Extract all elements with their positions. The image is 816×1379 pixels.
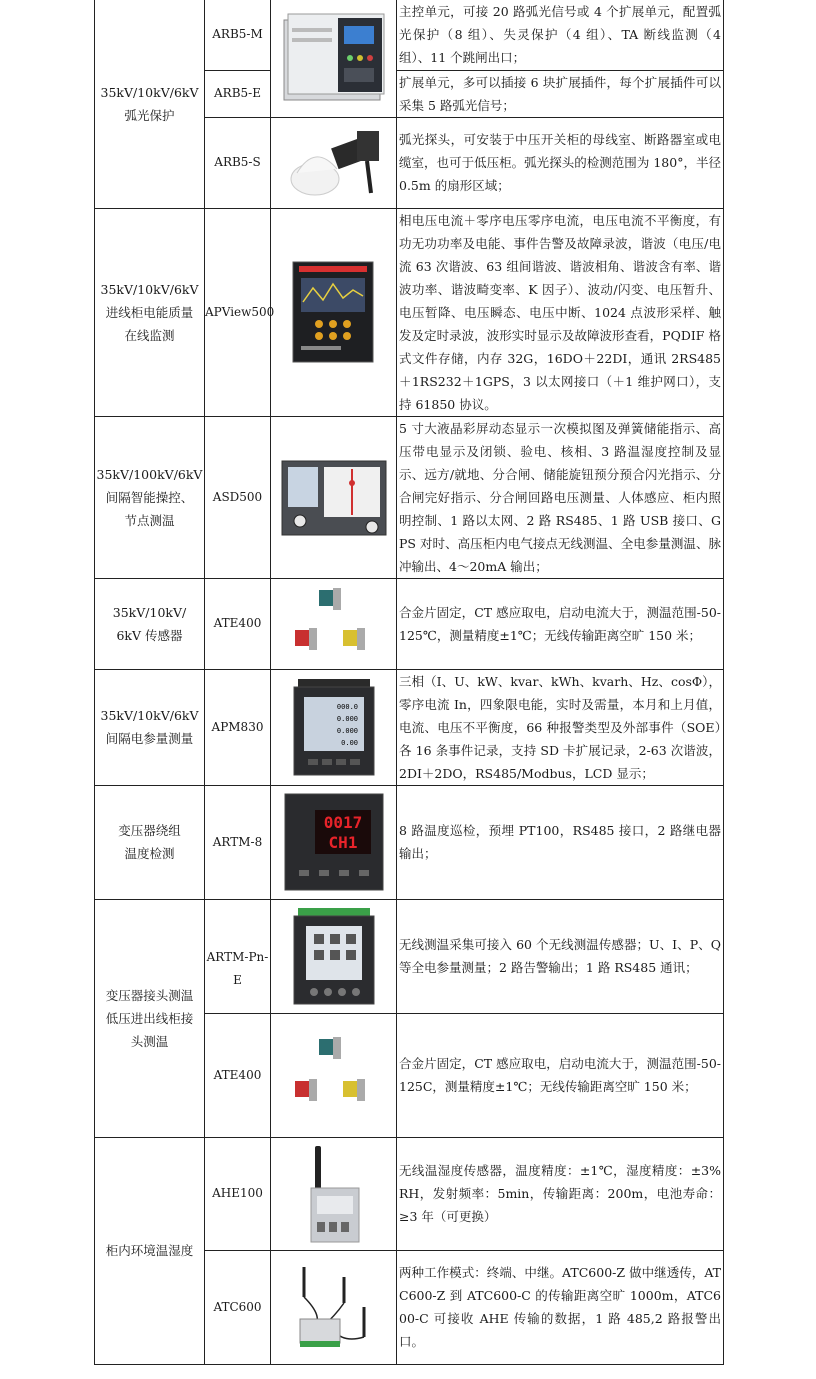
arc-probe-image	[279, 123, 389, 203]
description-cell: 无线测温采集可接入 60 个无线测温传感器；U、I、P、Q 等全电参量测量；2 路告警输出；1 路 RS485 通讯；	[397, 899, 724, 1013]
category-cell	[95, 208, 205, 416]
temp-humidity-sensor-image	[289, 1142, 379, 1246]
model-cell: ARTM-Pn-E	[205, 899, 271, 1013]
model-cell: AHE100	[205, 1137, 271, 1250]
power-meter-image	[284, 675, 384, 779]
table-row	[95, 1137, 724, 1250]
arc-main-unit-image	[278, 8, 390, 108]
model-cell: ATE400	[205, 1013, 271, 1137]
temp-inspector-image	[279, 790, 389, 894]
table-row	[95, 785, 724, 899]
table-row	[95, 416, 724, 578]
category-label: 变压器接头测温 低压进出线柜接 头测温	[105, 987, 194, 1049]
table-row	[95, 669, 724, 785]
category-label: 柜内环境温湿度	[105, 1243, 194, 1258]
description-cell: 8 路温度巡检，预埋 PT100，RS485 接口，2 路继电器输出；	[397, 785, 724, 899]
image-cell	[271, 899, 397, 1013]
model-cell: ARTM-8	[205, 785, 271, 899]
description-cell: 弧光探头，可安装于中压开关柜的母线室、断路器室或电缆室，也可于低压柜。弧光探头的检测范围为 180°，半径 0.5m 的扇形区域；	[397, 117, 724, 208]
description-cell: 合金片固定，CT 感应取电，启动电流大于，测温范围-50-125℃，测量精度±1℃；无线传输距离空旷 150 米；	[397, 578, 724, 669]
category-cell	[95, 416, 205, 578]
category-cell	[95, 669, 205, 785]
image-cell	[271, 785, 397, 899]
image-cell	[271, 669, 397, 785]
image-cell	[271, 117, 397, 208]
table-row	[95, 208, 724, 416]
led-top: 0017	[323, 813, 362, 832]
wireless-temp-sensors-image	[289, 584, 379, 664]
image-cell	[271, 208, 397, 416]
category-label: 35kV/10kV/6kV 进线柜电能质量 在线监测	[100, 281, 199, 343]
product-table	[94, 0, 724, 1365]
power-quality-monitor-image	[279, 252, 389, 372]
transceiver-image	[284, 1257, 384, 1357]
led-bottom: CH1	[328, 833, 357, 852]
image-cell	[271, 1137, 397, 1250]
category-label: 35kV/10kV/6kV 弧光保护	[100, 84, 199, 123]
switchgear-controller-image	[276, 447, 392, 547]
image-cell	[271, 1250, 397, 1364]
meter-value: 000.0	[336, 703, 358, 711]
meter-value: 0.000	[336, 727, 358, 735]
category-label: 35kV/100kV/6kV 间隔智能操控、 节点测温	[96, 466, 203, 528]
description-cell: 主控单元，可接 20 路弧光信号或 4 个扩展单元，配置弧光保护（8 组）、失灵保护（4 组）、TA 断线监测（4 组）、11 个跳闸出口；	[397, 0, 724, 70]
model-cell: ASD500	[205, 416, 271, 578]
category-label: 35kV/10kV/6kV 间隔电参量测量	[100, 708, 199, 746]
table-row	[95, 0, 724, 70]
description-cell: 无线温湿度传感器，温度精度：±1℃，湿度精度：±3%RH，发射频率：5min，传输距离：200m，电池寿命：≥3 年（可更换）	[397, 1137, 724, 1250]
meter-value: 0.000	[336, 715, 358, 723]
category-cell	[95, 785, 205, 899]
model-cell: ARB5-S	[205, 117, 271, 208]
description-cell: 5 寸大液晶彩屏动态显示一次模拟图及弹簧储能指示、高压带电显示及闭锁、验电、核相、3 路温湿度控制及显示、远方/就地、分合闸、储能旋钮预分预合闪光指示、分合闸完好指示、分合闸回路电压测量、人体感应、柜内照明控制、1 路以太网、2 路 RS485、1 路 USB 接口、GPS 对时、高压柜内电气接点无线测温、全电参量测温、脉冲输出、4～20mA 输出；	[397, 416, 724, 578]
image-cell	[271, 0, 397, 117]
category-cell	[95, 899, 205, 1137]
table-row	[95, 899, 724, 1013]
description-cell: 合金片固定，CT 感应取电，启动电流大于，测温范围-50-125C，测量精度±1℃；无线传输距离空旷 150 米；	[397, 1013, 724, 1137]
description-cell: 扩展单元，多可以插接 6 块扩展插件，每个扩展插件可以采集 5 路弧光信号；	[397, 70, 724, 117]
category-cell	[95, 0, 205, 208]
category-cell	[95, 1137, 205, 1364]
model-cell: ARB5-M	[205, 0, 271, 70]
model-cell: ARB5-E	[205, 70, 271, 117]
image-cell	[271, 578, 397, 669]
image-cell	[271, 416, 397, 578]
model-cell: APView500	[205, 208, 271, 416]
model-cell: APM830	[205, 669, 271, 785]
image-cell	[271, 1013, 397, 1137]
model-cell: ATE400	[205, 578, 271, 669]
description-cell: 三相（I、U、kW、kvar、kWh、kvarh、Hz、cosΦ），零序电流 In，四象限电能，实时及需量，本月和上月值，电流、电压不平衡度，66 种报警类型及外部事件（SOE）各 16 条事件记录，支持 SD 卡扩展记录，2-63 次谐波，2DI＋2DO，RS485/Modbus，LCD 显示；	[397, 669, 724, 785]
category-label: 变压器绕组 温度检测	[118, 823, 181, 861]
meter-value: 0.00	[340, 739, 358, 747]
description-cell: 两种工作模式：终端、中继。ATC600-Z 做中继透传，ATC600-Z 到 ATC600-C 的传输距离空旷 1000m，ATC600-C 可接收 AHE 传输的数据，1 路 485,2 路报警出口。	[397, 1250, 724, 1364]
category-label: 35kV/10kV/ 6kV 传感器	[112, 604, 187, 643]
wireless-temp-sensors-image	[289, 1033, 379, 1117]
category-cell	[95, 578, 205, 669]
wireless-temp-collector-image	[284, 904, 384, 1008]
model-cell: ATC600	[205, 1250, 271, 1364]
table-row	[95, 578, 724, 669]
description-cell: 相电压电流＋零序电压零序电流，电压电流不平衡度，有功无功功率及电能、事件告警及故障录波，谐波（电压/电流 63 次谐波、63 组间谐波、谐波相角、谐波含有率、谐波功率、谐波畸变率、K 因子）、波动/闪变、电压暂升、电压暂降、电压瞬态、电压中断、1024 点波形采样、触发及定时录波，波形实时显示及故障波形查看，PQDIF 格式文件存储，内存 32G，16DO＋22DI，通讯 2RS485＋1RS232＋1GPS，3 以太网接口（＋1 维护网口），支持 61850 协议。	[397, 208, 724, 416]
